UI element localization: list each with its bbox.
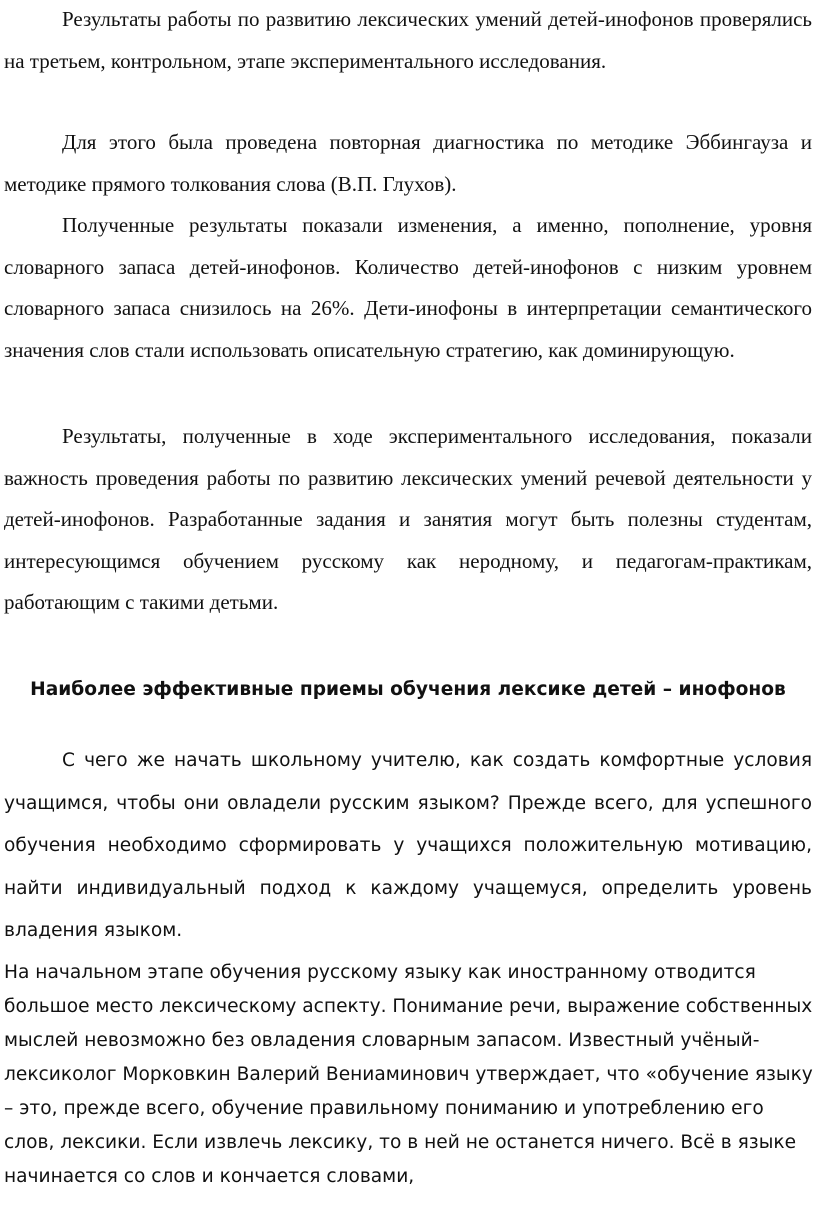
paragraph-experiment-results: Результаты, полученные в ходе экспериментального исследования, показали важность проведения работы по развитию лексических умений речевой деятельности у детей-инофонов. Разработанные задания и занятия могут быть полезны студентам, интересующимся обучением русскому как неродному, и педагогам-практикам, работающим с такими детьми. <box>4 424 812 614</box>
paragraph-repeat-diagnostics: Для этого была проведена повторная диагностика по методике Эббингауза и методике прямого толкования слова (В.П. Глухов). <box>4 130 812 196</box>
paragraph-obtained-results: Полученные результаты показали изменения, а именно, пополнение, уровня словарного запаса детей-инофонов. Количество детей-инофонов с низким уровнем словарного запаса снизилось на 26%. Дети-инофоны в интерпретации семантического значения слов стали использовать описательную стратегию, как доминирующую. <box>4 213 812 362</box>
section-heading: Наиболее эффективные приемы обучения лексике детей – инофонов <box>30 679 786 700</box>
paragraph-where-to-start: С чего же начать школьному учителю, как создать комфортные условия учащимся, чтобы они овладели русским языком? Прежде всего, для успешного обучения необходимо сформировать у учащихся положительную мотивацию, найти индивидуальный подход к каждому учащемуся, определить уровень владения языком. <box>4 750 812 941</box>
paragraph-results-checked: Результаты работы по развитию лексических умений детей-инофонов проверялись на третьем, контрольном, этапе экспериментального исследования. <box>4 7 812 73</box>
paragraph-initial-stage: На начальном этапе обучения русскому языку как иностранному отводится большое место лексическому аспекту. Понимание речи, выражение собственных мыслей невозможно без овладения словарным запасом. Известный учёный-лексиколог Морковкин Валерий Вениаминович утверждает, что «обучение языку – это, прежде всего, обучение правильному пониманию и употреблению его слов, лексики. Если извлечь лексику, то в ней не останется ничего. Всё в языке начинается со слов и кончается словами, <box>4 962 813 1187</box>
